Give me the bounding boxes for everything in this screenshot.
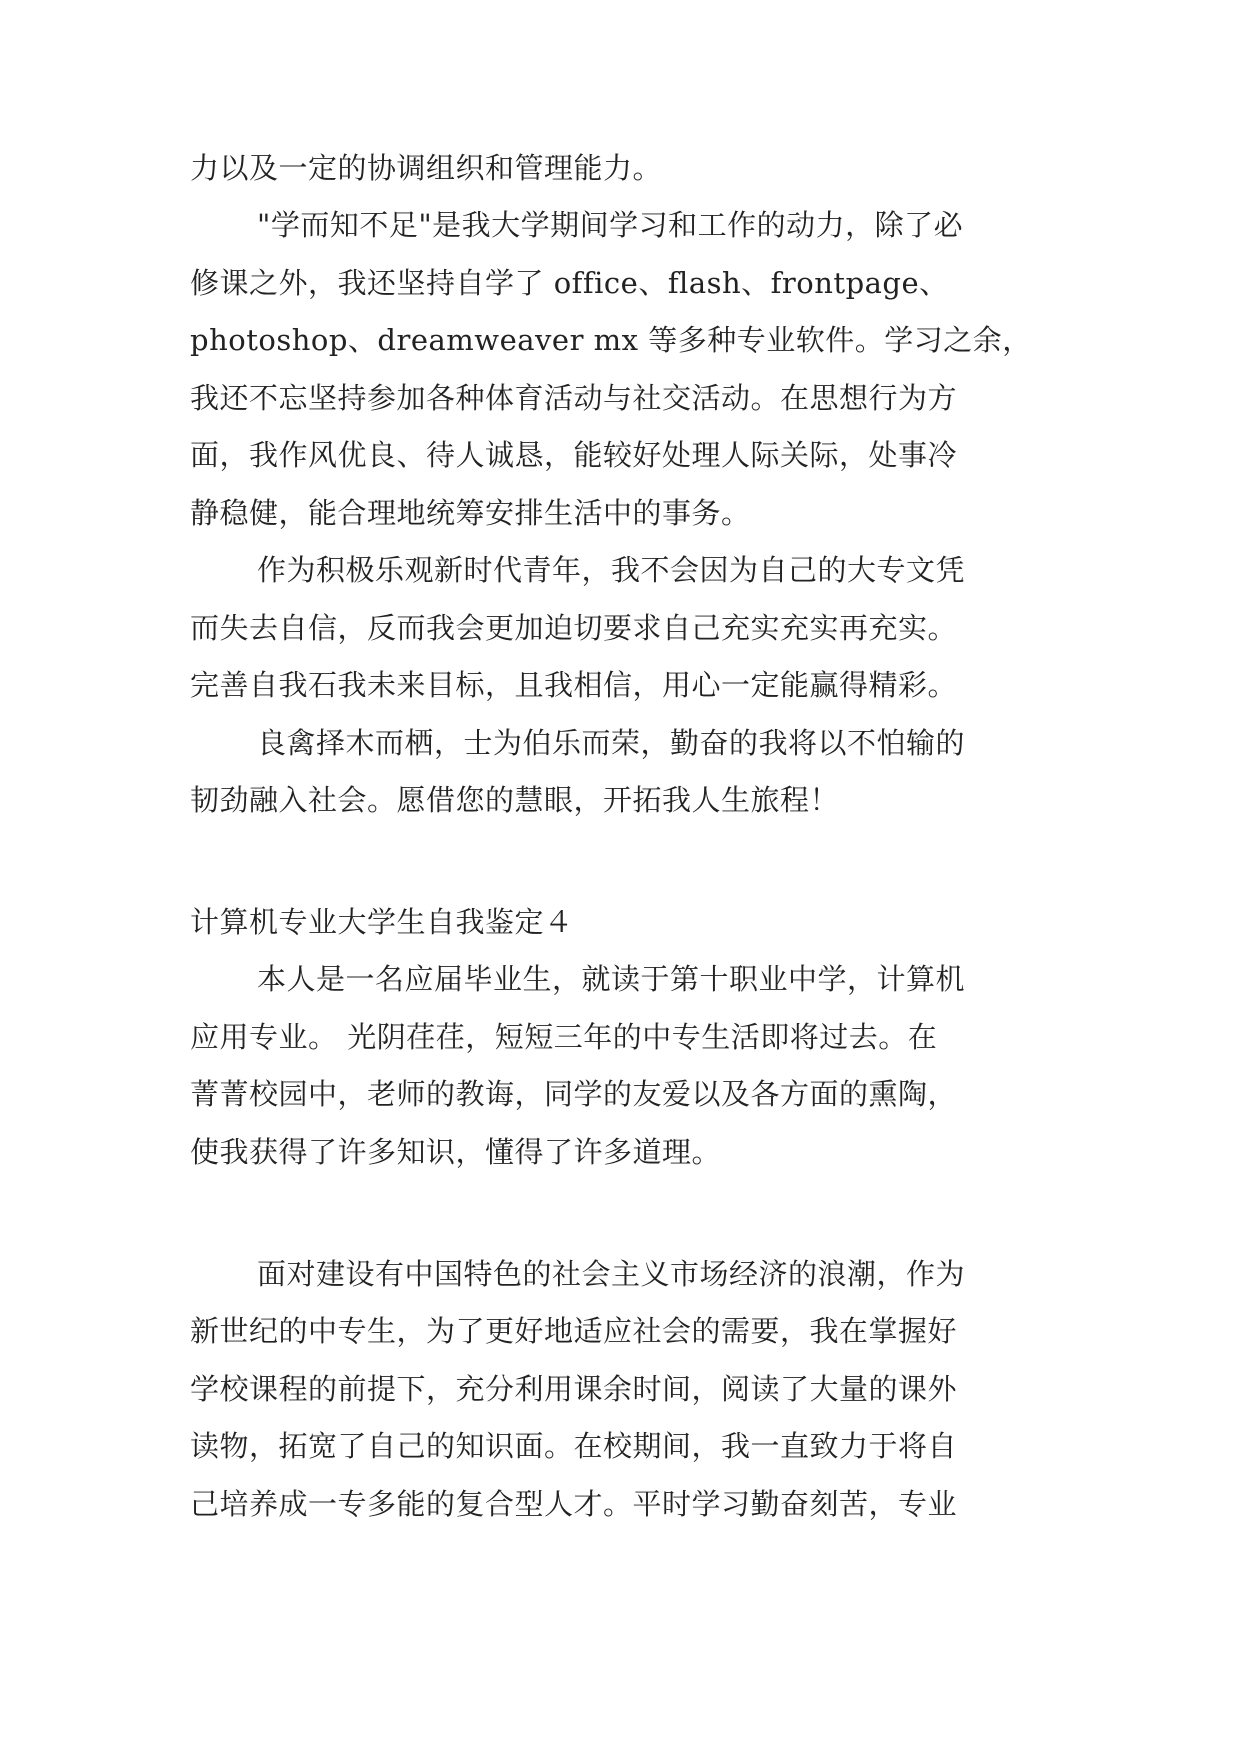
paragraph-line: "学而知不足"是我大学期间学习和工作的动力，除了必 bbox=[257, 208, 964, 242]
paragraph-line: 读物，拓宽了自己的知识面。在校期间，我一直致力于将自 bbox=[190, 1429, 958, 1463]
paragraph-line: 静稳健，能合理地统筹安排生活中的事务。 bbox=[190, 496, 751, 530]
paragraph-line: 我还不忘坚持参加各种体育活动与社交活动。在思想行为方 bbox=[190, 381, 958, 415]
paragraph-line: 修课之外，我还坚持自学了 office、flash、frontpage、 bbox=[190, 266, 949, 300]
paragraph-line: 良禽择木而栖，士为伯乐而荣，勤奋的我将以不怕输的 bbox=[257, 726, 966, 760]
paragraph-line: 面对建设有中国特色的社会主义市场经济的浪潮，作为 bbox=[257, 1257, 966, 1291]
paragraph-line: 应用专业。 光阴荏荏，短短三年的中专生活即将过去。在 bbox=[190, 1020, 938, 1054]
paragraph-line: 作为积极乐观新时代青年，我不会因为自己的大专文凭 bbox=[257, 553, 966, 587]
paragraph-line: 完善自我石我未来目标，且我相信，用心一定能赢得精彩。 bbox=[190, 668, 958, 702]
paragraph-line: 使我获得了许多知识，懂得了许多道理。 bbox=[190, 1135, 722, 1169]
paragraph-line: 学校课程的前提下，充分利用课余时间，阅读了大量的课外 bbox=[190, 1372, 958, 1406]
paragraph-line: 己培养成一专多能的复合型人才。平时学习勤奋刻苦，专业 bbox=[190, 1487, 958, 1521]
paragraph-line: 新世纪的中专生，为了更好地适应社会的需要，我在掌握好 bbox=[190, 1314, 958, 1348]
section-heading: 计算机专业大学生自我鉴定４ bbox=[190, 905, 574, 939]
paragraph-line: photoshop、dreamweaver mx 等多种专业软件。学习之余， bbox=[190, 323, 1032, 357]
paragraph-line: 菁菁校园中，老师的教诲，同学的友爱以及各方面的熏陶， bbox=[190, 1077, 958, 1111]
paragraph-line: 力以及一定的协调组织和管理能力。 bbox=[190, 151, 663, 185]
paragraph-line: 本人是一名应届毕业生，就读于第十职业中学，计算机 bbox=[257, 962, 966, 996]
paragraph-line: 面，我作风优良、待人诚恳，能较好处理人际关际，处事冷 bbox=[190, 438, 958, 472]
paragraph-line: 而失去自信，反而我会更加迫切要求自己充实充实再充实。 bbox=[190, 611, 958, 645]
paragraph-line: 韧劲融入社会。愿借您的慧眼，开拓我人生旅程！ bbox=[190, 783, 840, 817]
